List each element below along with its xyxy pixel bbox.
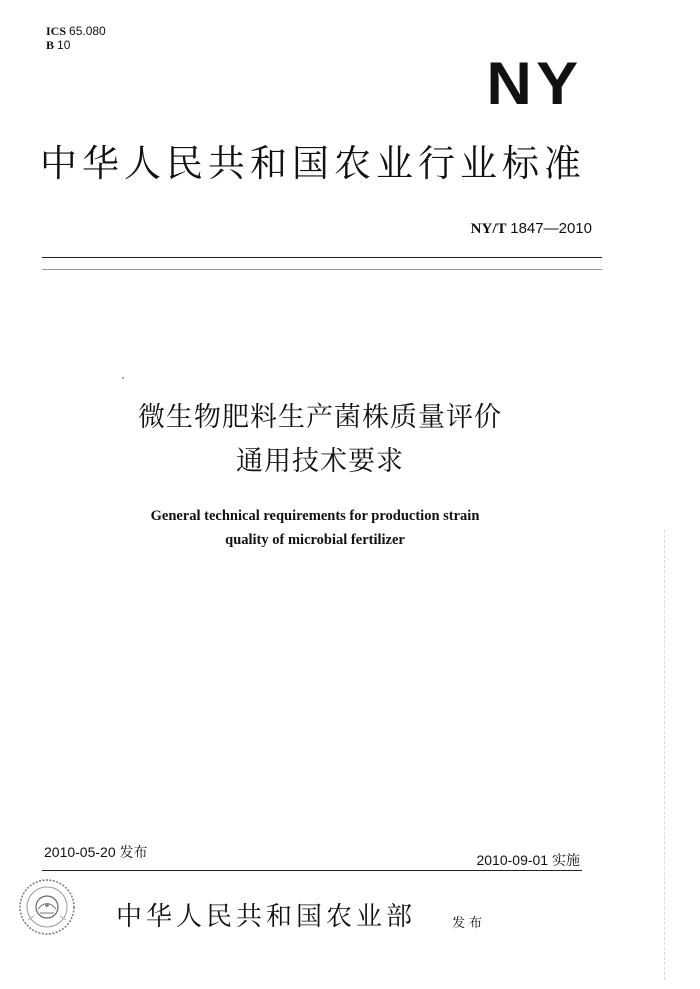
ministry-seal-icon xyxy=(16,876,78,938)
top-divider-secondary xyxy=(42,269,602,270)
ics-line xyxy=(46,24,106,38)
issue-date: 2010-05-20 发布 xyxy=(44,844,148,860)
ics-label: ICS xyxy=(46,24,67,38)
issuing-authority-suffix: 发布 xyxy=(452,916,487,931)
title-en-line1: General technical requirements for production strain xyxy=(150,508,480,524)
standard-number xyxy=(471,220,592,238)
ics-code: 65.080 xyxy=(69,24,106,38)
classification-codes xyxy=(46,24,106,52)
bottom-divider xyxy=(42,870,582,871)
ccs-code: 10 xyxy=(57,38,71,52)
standard-number-value: 1847—2010 xyxy=(510,220,592,237)
title-cn-line1: 微生物肥料生产菌株质量评价 xyxy=(138,402,502,433)
scan-edge-line xyxy=(664,530,665,980)
title-cn-line2: 通用技术要求 xyxy=(236,446,404,477)
issuing-authority: 中华人民共和国农业部 xyxy=(116,902,417,932)
implementation-date: 2010-09-01 实施 xyxy=(476,852,580,868)
ccs-label: B xyxy=(46,38,55,52)
standard-number-prefix: NY/T xyxy=(470,221,507,237)
document-title-cn xyxy=(0,396,640,484)
standard-category-title: 中华人民共和国农业行业标准 xyxy=(40,142,586,185)
document-title-en xyxy=(0,504,630,552)
top-divider xyxy=(42,257,602,258)
scan-speck xyxy=(122,377,124,379)
title-en-line2: quality of microbial fertilizer xyxy=(225,532,405,548)
ccs-line xyxy=(46,38,106,52)
standard-code-logo: NY xyxy=(486,50,582,117)
